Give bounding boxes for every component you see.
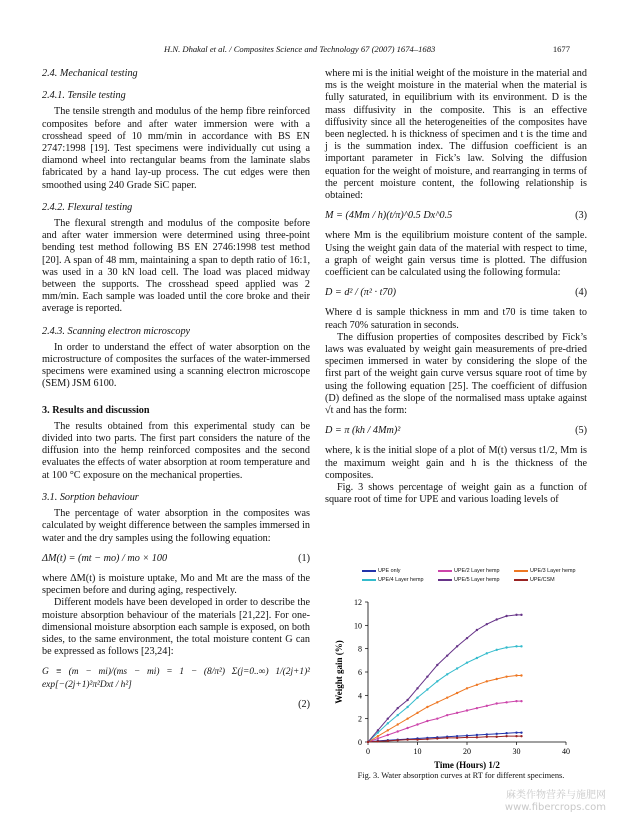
paragraph-sorption: The percentage of water absorption in the composites was calculated by weight difference between the samples immersed in water and the dry samples using the following equation:	[42, 508, 310, 544]
data-point	[466, 709, 468, 711]
data-point	[476, 629, 478, 631]
legend-item	[362, 568, 400, 574]
data-point	[520, 700, 522, 702]
data-point	[436, 717, 438, 719]
data-point	[486, 705, 488, 707]
figure-3	[330, 568, 592, 798]
y-tick-label: 4	[358, 691, 362, 701]
data-point	[446, 654, 448, 656]
data-point	[456, 737, 458, 739]
y-tick-label: 12	[354, 598, 362, 607]
legend-item	[438, 568, 500, 574]
x-axis-label: Time (Hours) 1/2	[434, 760, 500, 770]
data-point	[486, 623, 488, 625]
equation-2-number: (2)	[298, 698, 310, 710]
left-column	[42, 68, 310, 711]
data-point	[466, 736, 468, 738]
data-point	[476, 736, 478, 738]
series-line	[368, 646, 521, 742]
data-point	[520, 674, 522, 676]
data-point	[466, 637, 468, 639]
data-point	[436, 664, 438, 666]
data-point	[387, 722, 389, 724]
data-point	[377, 737, 379, 739]
section-heading-results: 3. Results and discussion	[42, 404, 150, 416]
data-point	[486, 652, 488, 654]
data-point	[515, 645, 517, 647]
paragraph-models: Different models have been developed in order to describe the moisture absorption behaviour of the materials [21,22]. For one-dimensional moisture absorption each sample is exposed, on both sides, to the same environment, the total moisture content G can be expressed as follows [23,24]:	[42, 597, 310, 658]
right-column	[325, 68, 587, 507]
watermark-line-1: 麻类作物营养与施肥网	[506, 790, 606, 801]
data-point	[486, 736, 488, 738]
data-point	[406, 738, 408, 740]
y-tick-label: 10	[354, 621, 362, 631]
legend-swatch	[514, 579, 528, 581]
data-point	[456, 712, 458, 714]
y-tick-label: 8	[358, 644, 362, 654]
data-point	[416, 723, 418, 725]
legend-swatch	[438, 579, 452, 581]
paragraph-tensile: The tensile strength and modulus of the hemp fibre reinforced composites before and after water immersion were with a crosshead speed of 10 mm/min in accordance with BS EN 2747:1998 [19]. Test specimens were individually cut using a diamond wheel into rectangular beams from the laminate slabs fabricated by a hand lay-up process. The cut edges were then smoothed using 240 Grade SiC paper.	[42, 106, 310, 191]
legend-label: UPE/2 Layer hemp	[454, 568, 500, 574]
data-point	[397, 707, 399, 709]
data-point	[426, 675, 428, 677]
equation-1-number: (1)	[298, 552, 310, 564]
y-tick-label: 2	[358, 714, 362, 724]
page-number: 1677	[552, 44, 570, 54]
data-point	[416, 696, 418, 698]
data-point	[377, 740, 379, 742]
data-point	[520, 614, 522, 616]
data-point	[496, 733, 498, 735]
data-point	[476, 684, 478, 686]
x-tick-label: 0	[366, 747, 370, 756]
data-point	[426, 706, 428, 708]
data-point	[367, 741, 369, 743]
figure-3-caption: Fig. 3. Water absorption curves at RT for different specimens.	[357, 771, 565, 780]
data-point	[426, 720, 428, 722]
paragraph-equilibrium: where Mm is the equilibrium moisture content of the sample. Using the weight gain data of the material with respect to time, a graph of weight gain versus time is plotted. The diffusion coefficient can be calculated using the following formula:	[325, 230, 587, 279]
paragraph-sem: In order to understand the effect of water absorption on the microstructure of composites the surfaces of the water-immersed specimens were examined using a scanning electron microscope (SEM) JSM 6100.	[42, 341, 310, 390]
data-point	[446, 714, 448, 716]
data-point	[520, 735, 522, 737]
subsection-heading-tensile: 2.4.1. Tensile testing	[42, 90, 126, 102]
data-point	[446, 696, 448, 698]
legend-swatch	[438, 570, 452, 572]
data-point	[377, 735, 379, 737]
data-point	[416, 738, 418, 740]
data-point	[377, 729, 379, 731]
data-point	[387, 734, 389, 736]
watermark-line-2: www.fibercrops.com	[504, 802, 606, 813]
data-point	[416, 687, 418, 689]
legend-label: UPE/5 Layer hemp	[454, 577, 500, 583]
data-point	[426, 738, 428, 740]
data-point	[416, 712, 418, 714]
equation-2	[42, 666, 310, 690]
data-point	[397, 714, 399, 716]
data-point	[456, 667, 458, 669]
equation-4-number: (4)	[575, 287, 587, 299]
x-tick-label: 20	[463, 747, 471, 756]
legend-swatch	[362, 570, 376, 572]
data-point	[406, 699, 408, 701]
data-point	[456, 692, 458, 694]
data-point	[466, 661, 468, 663]
equation-4	[325, 287, 587, 299]
equation-4-body: D = d² / (π² · t70)	[325, 287, 396, 299]
paragraph-where-1: where ΔM(t) is moisture uptake, Mo and Mt are the mass of the specimen before and during aging, respectively.	[42, 572, 310, 597]
y-tick-label: 6	[358, 668, 362, 677]
data-point	[496, 618, 498, 620]
data-point	[466, 687, 468, 689]
data-point	[406, 727, 408, 729]
data-point	[397, 730, 399, 732]
data-point	[486, 733, 488, 735]
x-tick-label: 10	[413, 747, 422, 756]
data-point	[387, 740, 389, 742]
data-point	[505, 615, 507, 617]
running-title: H.N. Dhakal et al. / Composites Science and Technology 67 (2007) 1674–1683	[164, 44, 436, 54]
subsection-heading-flexural: 2.4.2. Flexural testing	[42, 201, 133, 213]
data-point	[446, 737, 448, 739]
legend-item	[438, 577, 500, 583]
data-point	[520, 645, 522, 647]
data-point	[505, 646, 507, 648]
legend-swatch	[514, 570, 528, 572]
equation-5	[325, 425, 587, 437]
x-tick-label: 40	[562, 747, 570, 756]
data-point	[446, 673, 448, 675]
paragraph-fig3-reference: Fig. 3 shows percentage of weight gain as a function of square root of time for UPE and various loading levels of	[325, 482, 587, 506]
data-point	[397, 739, 399, 741]
data-point	[426, 688, 428, 690]
legend-label: UPE/4 Layer hemp	[378, 577, 424, 583]
legend-item	[514, 577, 555, 583]
equation-3-body: M = (4Mm / h)(t/π)^0.5 Dx^0.5	[325, 210, 453, 222]
data-point	[515, 700, 517, 702]
paragraph-flexural: The flexural strength and modulus of the composite before and after water immersion were determined using three-point bending test method following BS EN 2746:1998 test method [20]. A span of 48 mm, maintaining a span to depth ratio of 16:1, was used in a 30 kN load cell. The load was placed midway between the supports. The crosshead speed applied was 2 mm/min. Each sample was loaded until the core broke and their average is reported.	[42, 218, 310, 315]
data-point	[496, 702, 498, 704]
equation-5-number: (5)	[575, 425, 587, 437]
data-point	[476, 707, 478, 709]
data-point	[406, 717, 408, 719]
data-point	[456, 645, 458, 647]
data-point	[505, 701, 507, 703]
legend-label: UPE/CSM	[530, 577, 555, 583]
subsection-heading-sem: 2.4.3. Scanning electron microscopy	[42, 325, 191, 337]
data-point	[486, 680, 488, 682]
data-point	[515, 735, 517, 737]
equation-1-body: ΔM(t) = (mt − mo) / mo × 100	[42, 552, 168, 564]
series-line	[368, 701, 521, 742]
section-heading-mechanical-testing: 2.4. Mechanical testing	[42, 68, 138, 79]
legend-item	[362, 577, 424, 583]
data-point	[397, 723, 399, 725]
data-point	[515, 731, 517, 733]
data-point	[515, 674, 517, 676]
data-point	[505, 735, 507, 737]
data-point	[406, 706, 408, 708]
data-point	[436, 680, 438, 682]
paragraph-thickness: Where d is sample thickness in mm and t70 is time taken to reach 70% saturation in seconds.	[325, 307, 587, 331]
legend-item	[514, 568, 576, 574]
equation-1	[42, 553, 310, 565]
data-point	[436, 737, 438, 739]
equation-2-body: G ≡ (m − mi)/(ms − mi) = 1 − (8/π²) Σ(j=0..∞) 1/(2j+1)² exp[−(2j+1)²π²Dxt / h²]	[42, 667, 310, 690]
paragraph-initial-weight: where mi is the initial weight of the moisture in the material and ms is the weight moisture in the material when the material is fully saturated, in equilibrium with its environment. D is the mass diffusivity in the composite. This is an effective diffusivity since all the heterogeneities of the composites have been neglected. h is thickness of specimen and t is the time and j is the summation index. The diffusion coefficient is an important parameter in Fick’s law. Solving the diffusion equation for the weight of moisture, and rearranging in terms of the percent moisture content, the following relationship is obtained:	[325, 68, 587, 202]
paragraph-fick: The diffusion properties of composites described by Fick’s laws was evaluated by weight gain measurements of pre-dried specimen immersed in water by considering the slope of the first part of the weight gain curve versus square root of time by using the following equation [25]. The coefficient of diffusion (D) defined as the slope of the normalised mass uptake against √t and has the form:	[325, 331, 587, 417]
data-point	[387, 729, 389, 731]
x-tick-label: 30	[512, 747, 521, 756]
data-point	[505, 732, 507, 734]
paragraph-slope: where, k is the initial slope of a plot of M(t) versus t1/2, Mm is the maximum weight gain and h is the thickness of the composites.	[325, 445, 587, 481]
legend-label: UPE/3 Layer hemp	[530, 568, 576, 574]
series-line	[368, 676, 521, 743]
data-point	[496, 649, 498, 651]
data-point	[436, 701, 438, 703]
data-point	[476, 734, 478, 736]
data-point	[387, 717, 389, 719]
paragraph-results: The results obtained from this experimental study can be divided into two parts. The first part considers the nature of the diffusion into the hemp reinforced composites and the second evaluates the effects of water absorption at room temperature and at 100 °C exposure on the mechanical properties.	[42, 420, 310, 481]
legend-swatch	[362, 579, 376, 581]
watermark	[505, 790, 606, 814]
data-point	[496, 678, 498, 680]
equation-5-body: D = π (kh / 4Mm)²	[325, 425, 401, 437]
data-point	[520, 731, 522, 733]
weight-gain-chart	[330, 592, 592, 792]
equation-3-number: (3)	[575, 210, 587, 222]
data-point	[496, 736, 498, 738]
data-point	[505, 675, 507, 677]
equation-3	[325, 210, 587, 222]
y-axis-label: Weight gain (%)	[334, 640, 344, 704]
data-point	[476, 657, 478, 659]
y-tick-label: 0	[358, 738, 362, 747]
subsection-heading-sorption: 3.1. Sorption behaviour	[42, 491, 139, 503]
legend-label: UPE only	[378, 568, 401, 574]
data-point	[515, 614, 517, 616]
